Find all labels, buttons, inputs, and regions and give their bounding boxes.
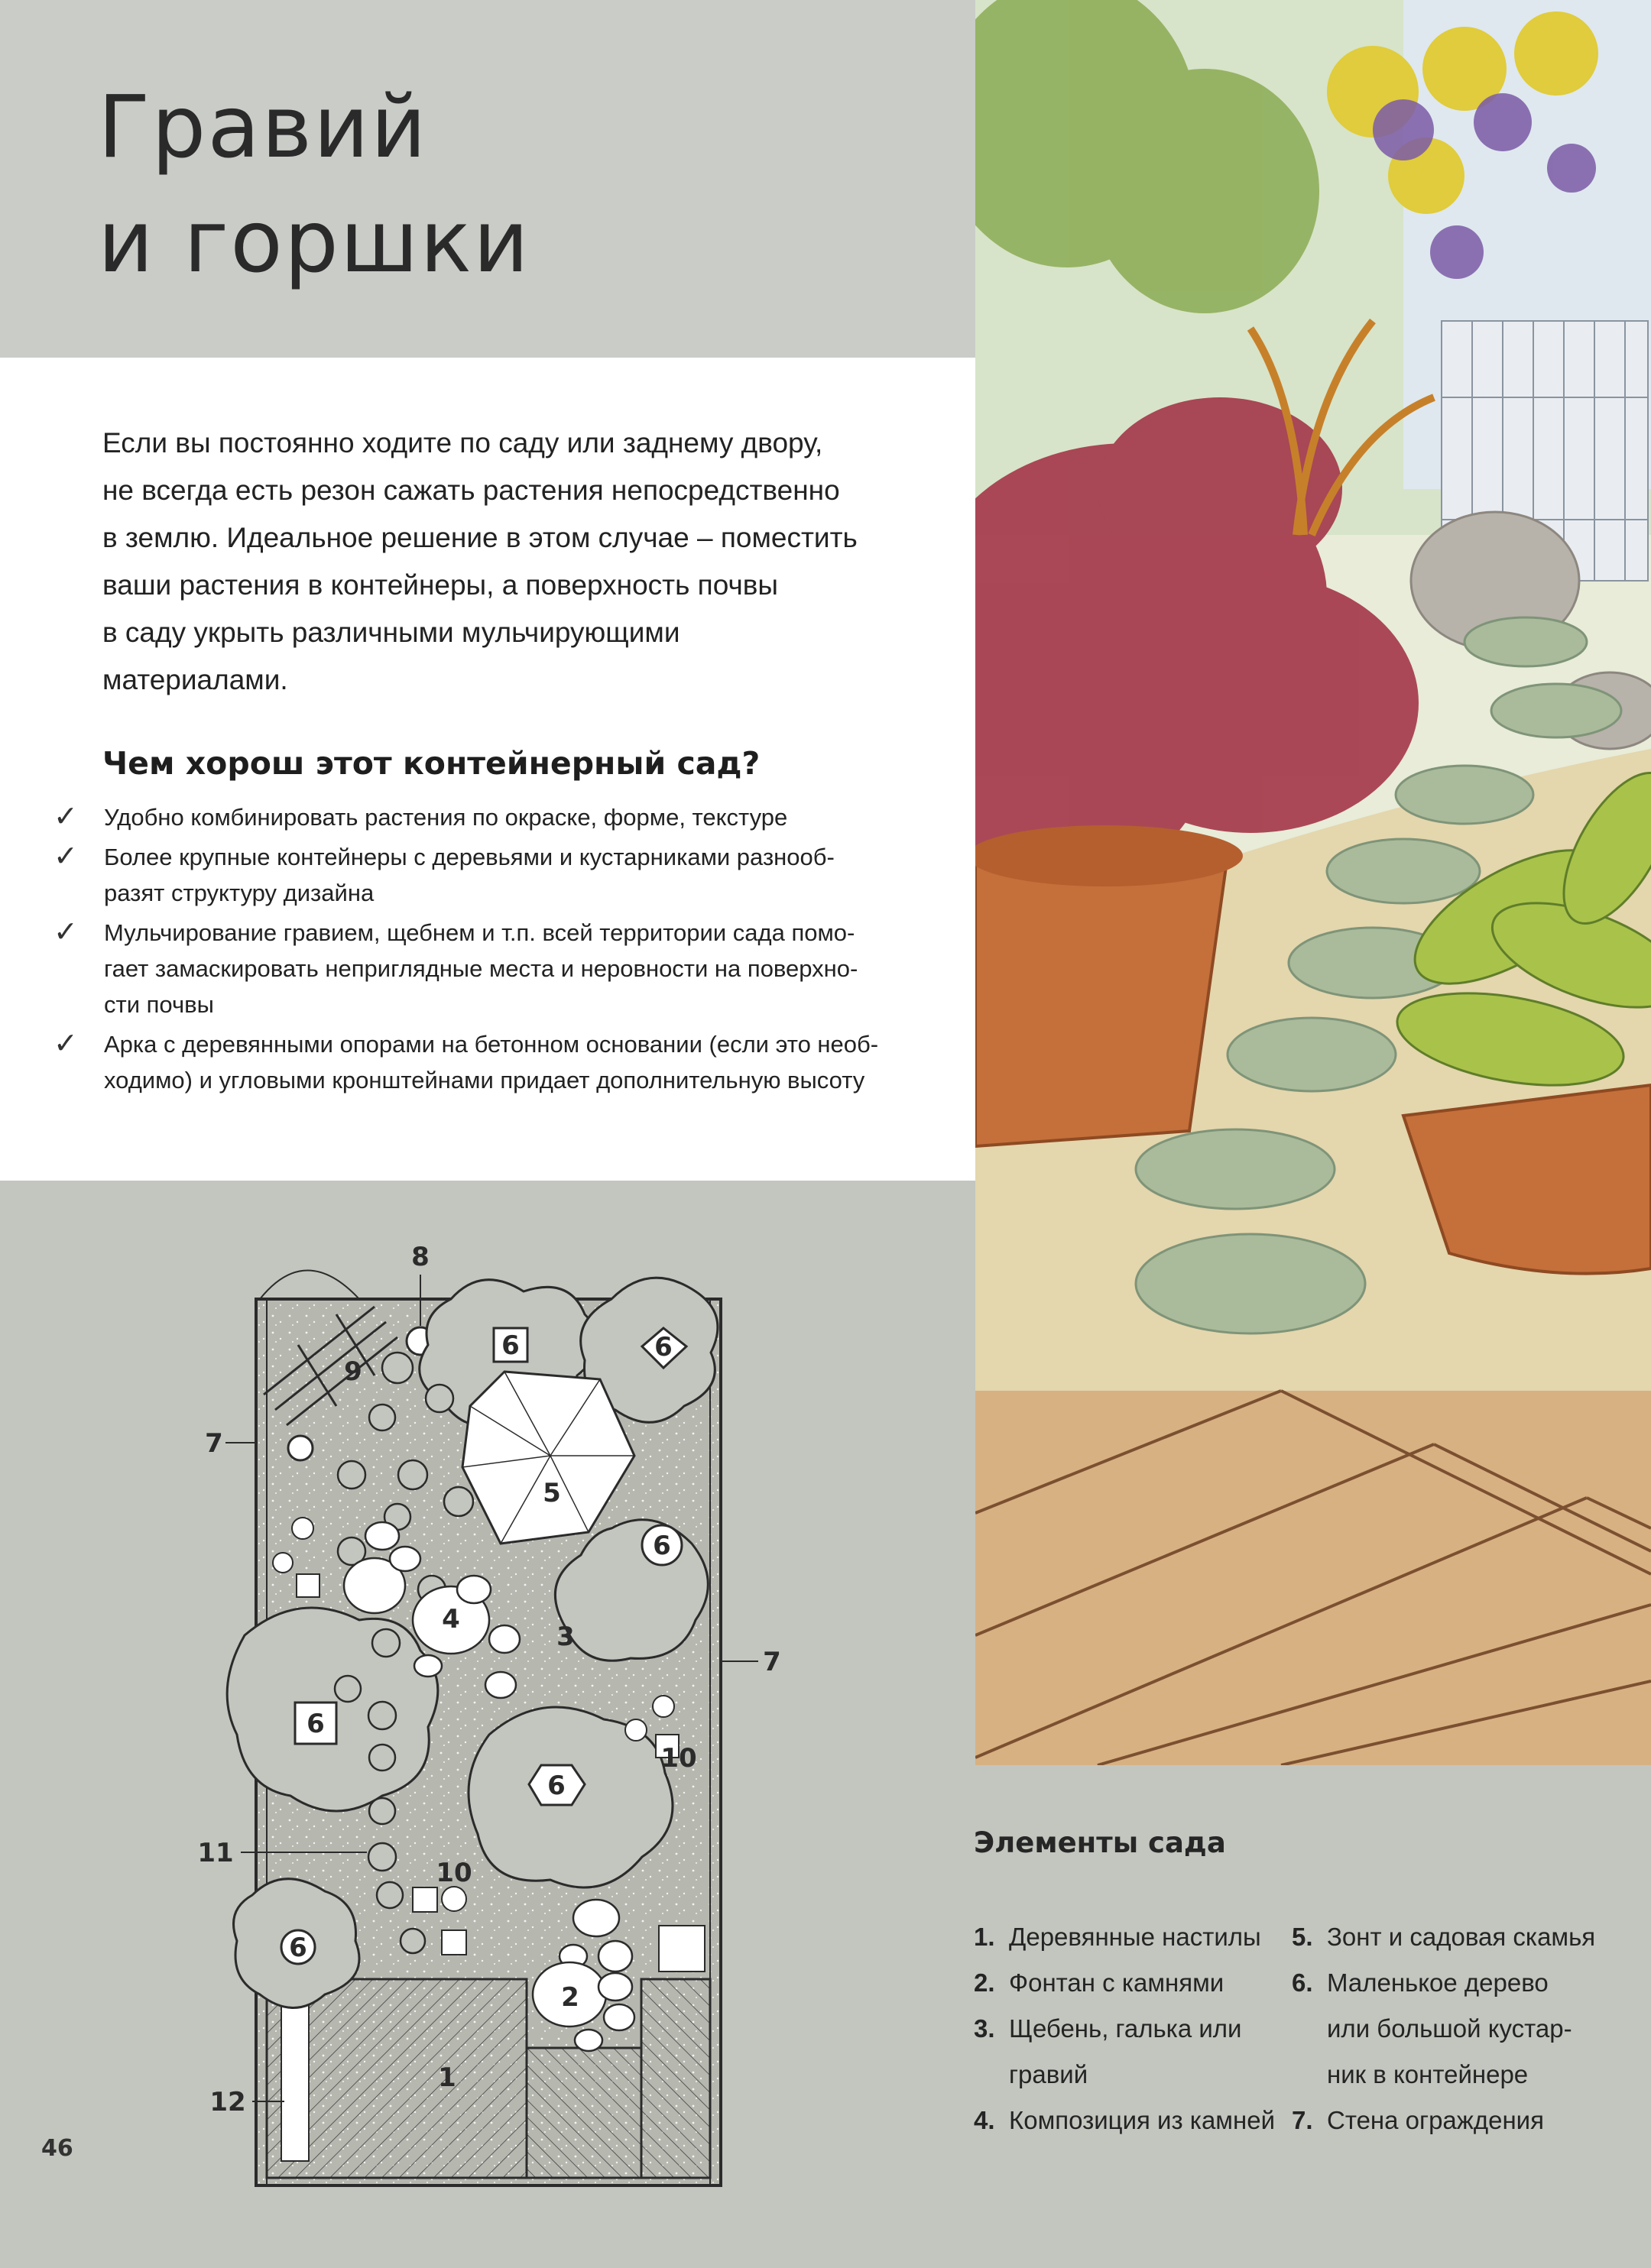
plan-label-2: 2 [561,1982,579,2013]
legend-column-right [1292,1914,1595,2143]
legend-item [974,2098,1275,2143]
page-title-line-1: Гравий [98,78,428,177]
legend-text: ник в контейнере [1327,2060,1529,2088]
garden-illustration-drawing [975,0,1651,1765]
intro-line: не всегда есть резон сажать растения непосредственно [102,475,840,506]
legend-text: гравий [1009,2060,1088,2088]
benefit-item [47,799,934,835]
benefit-text: сти почвы [104,991,214,1018]
benefit-text: Арка с деревянными опорами на бетонном основании (если это необ- [104,1031,879,1058]
benefit-text: разят структуру дизайна [104,880,375,906]
legend-number: 7. [1292,2106,1313,2134]
benefit-text: гает замаскировать неприглядные места и неровности на поверхно- [104,955,858,982]
benefits-heading: Чем хорош этот контейнерный сад? [102,745,761,782]
intro-line: ваши растения в контейнеры, а поверхность почвы [102,569,778,601]
legend-item [974,1914,1275,1960]
legend-item [1292,2098,1595,2143]
legend-text: Стена ограждения [1327,2106,1544,2134]
benefit-item [47,915,934,1022]
plan-label-6: 6 [501,1330,520,1361]
legend-text: Зонт и садовая скамья [1327,1923,1596,1951]
plan-label-4: 4 [442,1604,460,1635]
legend-text: или большой кустар- [1327,2014,1572,2043]
benefit-item [47,839,934,911]
intro-line: Если вы постоянно ходите по саду или заднему двору, [102,427,823,458]
bench-12 [281,1993,309,2161]
benefit-item [47,1026,934,1098]
legend-number: 1. [974,1923,995,1951]
benefit-text: Более крупные контейнеры с деревьями и кустарниками разнооб- [104,844,835,870]
plan-label-5: 5 [543,1478,561,1508]
plan-label-6: 6 [547,1771,566,1801]
plan-label-7: 7 [763,1647,781,1677]
plan-label-6: 6 [307,1709,325,1739]
intro-line: в саду укрыть различными мульчирующими [102,617,680,648]
plan-label-6: 6 [654,1332,673,1362]
decking-area [641,1979,710,2178]
page-title [98,70,530,300]
gate-arc [260,1271,359,1300]
check-icon: ✓ [54,801,78,833]
legend-item [974,1960,1275,2006]
benefits-list [47,799,934,1102]
decking-area [527,2048,641,2178]
legend-text: Маленькое дерево [1327,1968,1549,1997]
legend-column-left [974,1914,1275,2143]
garden-plan [0,1181,975,2268]
benefit-text: Удобно комбинировать растения по окраске, форме, текстуре [104,804,788,831]
legend-text: Фонтан с камнями [1009,1968,1224,1997]
plan-label-6: 6 [289,1933,307,1963]
check-icon: ✓ [54,841,78,873]
check-icon: ✓ [54,916,78,948]
legend-number: 4. [974,2106,995,2134]
intro-line: материалами. [102,664,288,695]
plan-label-7: 7 [205,1428,223,1459]
check-icon: ✓ [54,1028,78,1060]
intro-paragraph [102,420,951,704]
legend-number: 6. [1292,1968,1313,1997]
legend-text: Композиция из камней [1009,2106,1275,2134]
plan-label-12: 12 [209,2087,246,2117]
legend-item [974,2006,1275,2098]
legend-number: 2. [974,1968,995,1997]
legend-item [1292,1914,1595,1960]
plan-label-8: 8 [411,1242,430,1272]
plan-label-9: 9 [344,1356,362,1387]
plan-label-1: 1 [438,2062,456,2093]
benefit-text: Мульчирование гравием, щебнем и т.п. всей территории сада помо- [104,919,855,946]
page-number: 46 [41,2135,73,2162]
legend-text: Деревянные настилы [1009,1923,1261,1951]
legend-number: 5. [1292,1923,1313,1951]
legend-item [1292,1960,1595,2098]
benefit-text: ходимо) и угловыми кронштейнами придает дополнительную высоту [104,1067,865,1094]
legend-title: Элементы сада [974,1826,1226,1859]
plan-label-10: 10 [436,1858,472,1888]
garden-illustration [975,0,1651,1765]
page-title-line-2: и горшки [98,193,530,292]
plan-label-6: 6 [653,1531,671,1561]
intro-line: в землю. Идеальное решение в этом случае – поместить [102,522,858,553]
legend-text: Щебень, галька или [1009,2014,1242,2043]
garden-plan-panel [0,1181,975,2268]
plan-label-10: 10 [660,1743,697,1774]
plan-label-3: 3 [556,1622,575,1652]
plan-label-11: 11 [197,1838,234,1868]
legend-number: 3. [974,2014,995,2043]
